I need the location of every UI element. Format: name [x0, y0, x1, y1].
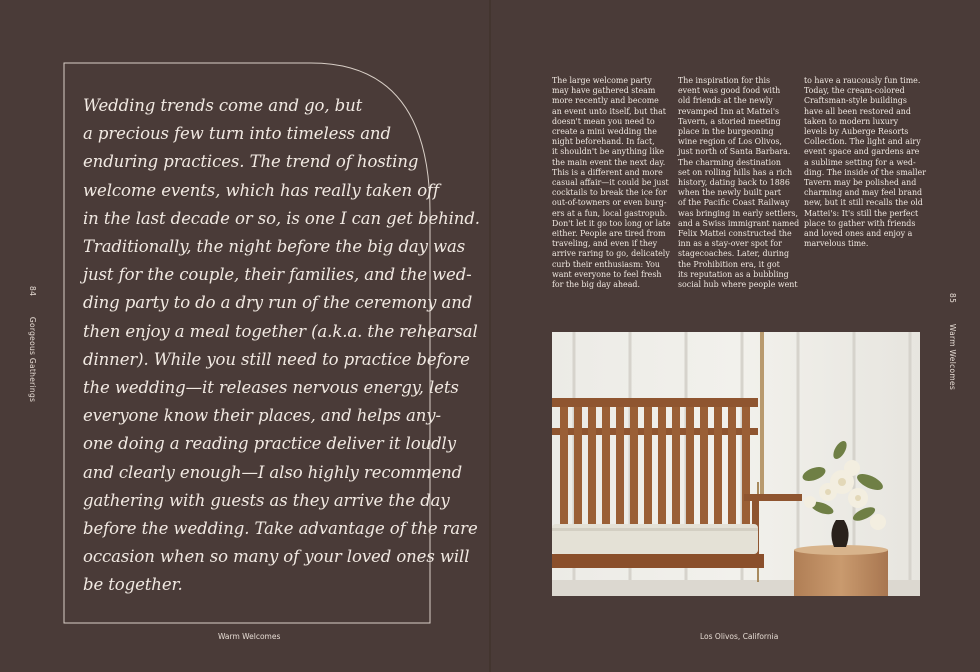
body-text-line: an event unto itself, but that	[552, 106, 666, 116]
pull-quote-line: everyone know their places, and helps any-	[83, 406, 442, 426]
right-page-number: 85	[948, 293, 957, 304]
body-text-line: social hub where people went	[678, 280, 798, 290]
body-text-line: its reputation as a bubbling	[678, 269, 789, 279]
body-text-line: and loved ones and enjoy a	[804, 229, 913, 239]
body-text-line: when the newly built part	[678, 188, 782, 198]
body-text-line: history, dating back to 1886	[678, 178, 790, 188]
page-gutter	[489, 0, 491, 672]
body-text-line: the Prohibition era, it got	[678, 259, 780, 269]
body-text-line: event space and gardens are	[804, 147, 920, 157]
body-text-line: stagecoaches. Later, during	[678, 249, 790, 259]
pull-quote-line: in the last decade or so, is one I can get behind.	[83, 208, 480, 228]
body-text-line: place in the burgeoning	[678, 127, 774, 137]
pull-quote-line: gathering with guests as they arrive the day	[83, 490, 450, 510]
body-text-line: The large welcome party	[552, 76, 652, 85]
body-text-line: ding. The inside of the smaller	[804, 167, 926, 177]
body-text-line: Don't let it go too long or late	[552, 218, 671, 228]
right-footer: Los Olivos, California	[700, 632, 779, 641]
body-text-line: cocktails to break the ice for	[552, 188, 667, 198]
pull-quote-line: one doing a reading practice deliver it loudly	[83, 434, 456, 454]
body-text-line: Collection. The light and airy	[804, 137, 921, 147]
right-page-running-head	[948, 293, 957, 390]
body-text-line: Craftsman-style buildings	[804, 96, 907, 106]
body-text-line: new, but it still recalls the old	[804, 198, 923, 208]
body-text-line: taken to modern luxury	[804, 116, 899, 126]
body-text-line: the main event the next day.	[552, 157, 666, 167]
body-text-line: create a mini wedding the	[552, 127, 657, 137]
body-text-line: This is a different and more	[552, 167, 663, 177]
pull-quote-line: occasion when so many of your loved ones will	[83, 547, 470, 567]
text-column-1	[552, 76, 670, 290]
body-text-line: wine region of Los Olivos,	[678, 137, 782, 147]
text-column-3	[804, 76, 926, 249]
body-text-line: more recently and become	[552, 96, 659, 106]
body-text-line: event was good food with	[678, 86, 781, 96]
pull-quote-line: then enjoy a meal together (a.k.a. the rehearsal	[83, 321, 478, 341]
text-column-2	[678, 76, 800, 290]
pull-quote-line: the wedding—it releases nervous energy, lets	[83, 378, 459, 398]
body-text-line: set on rolling hills has a rich	[678, 167, 793, 177]
pull-quote-line: ding party to do a dry run of the ceremony and	[83, 293, 473, 313]
body-text-columns	[552, 76, 924, 316]
body-text-line: was bringing in early settlers,	[678, 208, 798, 218]
body-text-line: Tavern may be polished and	[804, 178, 917, 188]
body-text-line: a sublime setting for a wed-	[804, 157, 916, 167]
body-text-line: place to gather with friends	[804, 218, 916, 228]
right-running-head-label: Warm Welcomes	[948, 323, 957, 391]
body-text-line: Tavern, a storied meeting	[678, 116, 781, 126]
body-text-line: want everyone to feel fresh	[552, 269, 662, 279]
pull-quote-line: be together.	[83, 575, 183, 595]
body-text-line: Today, the cream-colored	[804, 86, 905, 96]
left-running-head-label: Gorgeous Gatherings	[28, 316, 37, 403]
body-text-line: to have a raucously fun time.	[804, 76, 921, 85]
body-text-line: it shouldn't be anything like	[552, 147, 665, 157]
pull-quote-line: and clearly enough—I also highly recommend	[83, 462, 463, 482]
body-text-line: night beforehand. In fact,	[552, 137, 655, 147]
left-page-running-head	[28, 286, 37, 402]
body-text-line: out-of-towners or even burg-	[552, 198, 667, 208]
body-text-line: levels by Auberge Resorts	[804, 127, 909, 137]
pull-quote-line: a precious few turn into timeless and	[83, 124, 391, 144]
body-text-line: old friends at the newly	[678, 96, 773, 106]
swing-photo	[552, 332, 920, 596]
left-page-number: 84	[28, 286, 37, 297]
body-text-line: marvelous time.	[804, 239, 869, 249]
body-text-line: for the big day ahead.	[552, 280, 640, 290]
body-text-line: and a Swiss immigrant named	[678, 218, 800, 228]
pull-quote-line: dinner). While you still need to practice before	[83, 349, 470, 369]
body-text-line: of the Pacific Coast Railway	[678, 198, 790, 208]
body-text-line: ers at a fun, local gastropub.	[552, 208, 668, 218]
pull-quote	[83, 92, 480, 600]
pull-quote-line: just for the couple, their families, and the wed-	[83, 265, 472, 285]
body-text-line: just north of Santa Barbara.	[678, 147, 791, 157]
body-text-line: either. People are tired from	[552, 229, 666, 239]
body-text-line: doesn't mean you need to	[552, 116, 655, 126]
pull-quote-line: welcome events, which has really taken off	[83, 180, 440, 200]
body-text-line: revamped Inn at Mattei's	[678, 106, 780, 116]
body-text-line: charming and may feel brand	[804, 188, 923, 198]
body-text-line: casual affair—it could be just	[552, 178, 669, 188]
pull-quote-line: Traditionally, the night before the big day was	[83, 237, 466, 257]
body-text-line: traveling, and even if they	[552, 239, 658, 249]
left-footer: Warm Welcomes	[218, 632, 281, 641]
body-text-line: The charming destination	[678, 157, 781, 167]
pull-quote-line: enduring practices. The trend of hosting	[83, 152, 419, 172]
pull-quote-line: before the wedding. Take advantage of the rare	[83, 519, 478, 539]
body-text-line: Mattei's: It's still the perfect	[804, 208, 919, 218]
pull-quote-line: Wedding trends come and go, but	[83, 96, 363, 115]
body-text-line: arrive raring to go, delicately	[552, 249, 670, 259]
body-text-line: have all been restored and	[804, 106, 911, 116]
body-text-line: The inspiration for this	[678, 76, 771, 85]
body-text-line: inn as a stay-over spot for	[678, 239, 782, 249]
body-text-line: may have gathered steam	[552, 86, 656, 96]
body-text-line: curb their enthusiasm: You	[552, 259, 660, 269]
body-text-line: Felix Mattei constructed the	[678, 229, 792, 239]
